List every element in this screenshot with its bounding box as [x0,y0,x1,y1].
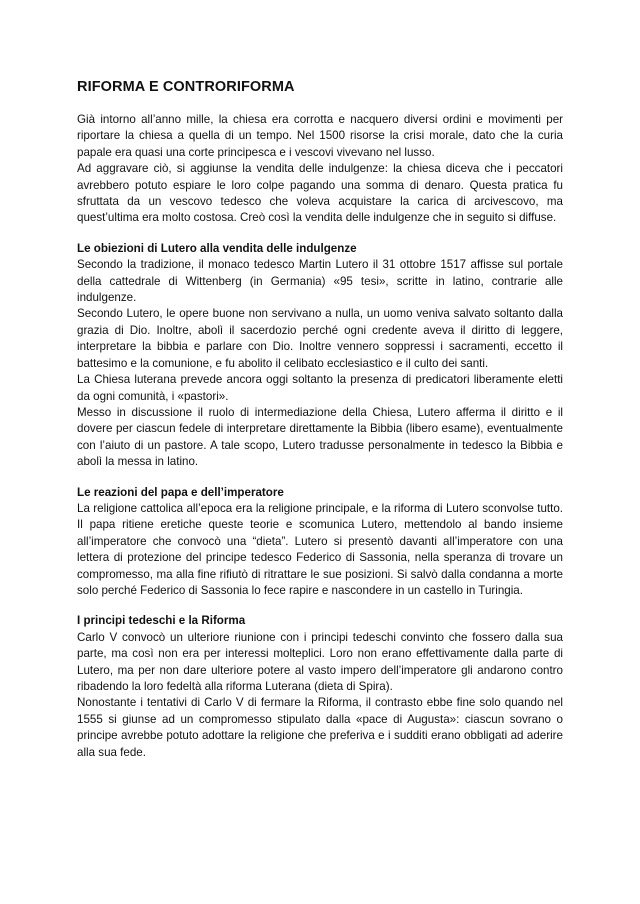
section-paragraph: La Chiesa luterana prevede ancora oggi soltanto la presenza di predicatori liberamente eletti da ogni comunità, i «pastori». [77,373,563,403]
section-reazioni [77,485,563,600]
section-paragraph: Secondo Lutero, le opere buone non servivano a nulla, un uomo veniva salvato soltanto dalla grazia di Dio. Inoltre, abolì il sacerdozio perché ogni credente aveva il diritto di leggere, interpretare la bibbia e parlare con Dio. Inoltre vennero soppressi i sacramenti, eccetto il battesimo e la comunione, e fu abolito il celibato ecclesiastico e il culto dei santi. [77,307,563,370]
section-heading: Le reazioni del papa e dell’imperatore [77,485,284,499]
section-paragraph: Carlo V convocò un ulteriore riunione con i principi tedeschi convinto che fossero dalla sua parte, ma così non era per interessi molteplici. Loro non erano effettivamente dalla parte di Lutero, ma per non dare ulteriore potere al vasto impero dell’imperatore gli andarono contro ribadendo la loro fedeltà alla riforma Luterana (dieta di Spira). [77,630,563,693]
section-paragraph: Secondo la tradizione, il monaco tedesco Martin Lutero il 31 ottobre 1517 affisse sul portale della cattedrale di Wittenberg (in Germania) «95 tesi», scritte in latino, contrarie alle indulgenze. [77,258,563,305]
section-heading: Le obiezioni di Lutero alla vendita delle indulgenze [77,241,357,255]
intro-paragraph: Ad aggravare ciò, si aggiunse la vendita delle indulgenze: la chiesa diceva che i peccatori avrebbero potuto espiare le loro colpe pagando una somma di denaro. Questa pratica fu sfruttata da un vescovo tedesco che voleva acquistare la carica di arcivescovo, ma quest’ultima era molto costosa. Creò così la vendita delle indulgenze che in seguito si diffuse. [77,162,563,225]
section-principi [77,613,563,761]
intro-section [77,112,563,227]
intro-paragraph: Già intorno all’anno mille, la chiesa era corrotta e nacquero diversi ordini e movimenti per riportare la chiesa a quella di un tempo. Nel 1500 risorse la crisi morale, dato che la curia papale era quasi una corte principesca e i vescovi vivevano nel lusso. [77,113,563,159]
document-page [77,78,563,761]
section-paragraph: Nonostante i tentativi di Carlo V di fermare la Riforma, il contrasto ebbe fine solo quando nel 1555 si giunse ad un compromesso stipulato dalla «pace di Augusta»: ciascun sovrano o principe avrebbe potuto adottare la religione che preferiva e i sudditi erano obbligati ad aderire alla sua fede. [77,696,563,759]
section-paragraph: La religione cattolica all’epoca era la religione principale, e la riforma di Lutero sconvolse tutto. Il papa ritiene eretiche queste teorie e scomunica Lutero, mettendolo al bando insieme all’imperatore che convocò una “dieta”. Lutero si presentò davanti all’imperatore con una lettera di protezione del principe tedesco Federico di Sassonia, nella speranza di trovare un compromesso, ma alla fine rifiutò di ritrattare le sue posizioni. Si salvò dalla condanna a morte solo perché Federico di Sassonia lo fece rapire e nascondere in un castello in Turingia. [77,501,563,597]
section-paragraph: Messo in discussione il ruolo di intermediazione della Chiesa, Lutero afferma il diritto e il dovere per ciascun fedele di interpretare direttamente la Bibbia (libero esame), eventualmente con l’aiuto di un pastore. A tale scopo, Lutero tradusse personalmente in tedesco la Bibbia e abolì la messa in latino. [77,405,563,469]
section-heading: I principi tedeschi e la Riforma [77,614,246,628]
section-obiezioni [77,241,563,471]
document-title: RIFORMA E CONTRORIFORMA [77,79,295,95]
